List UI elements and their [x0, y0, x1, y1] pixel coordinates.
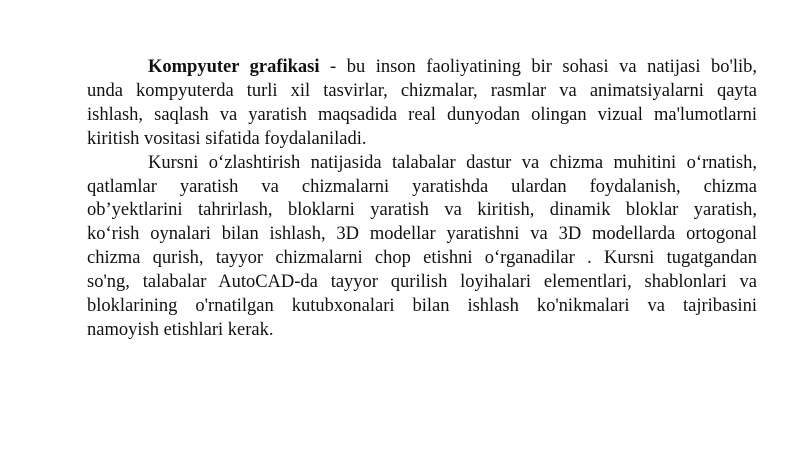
document-body — [87, 56, 757, 343]
paragraph-2-line-2: qatlamlar yaratish va chizmalarni yaratishda ulardan foydalanish, chizma — [87, 176, 757, 197]
paragraph-2-line-7: bloklarining o'rnatilgan kutubxonalari bilan ishlash ko'nikmalari va tajribasini — [87, 296, 757, 317]
paragraph-2-line-8: namoyish etishlari kerak. — [87, 319, 274, 340]
paragraph-1-line-4: kiritish vositasi sifatida foydalaniladi. — [87, 128, 367, 149]
term-heading: Kompyuter grafikasi — [148, 57, 320, 77]
paragraph-1-line-2: unda kompyuterda turli xil tasvirlar, chizmalar, rasmlar va animatsiyalarni qayta — [87, 80, 757, 101]
paragraph-1-line-1-text: - bu inson faoliyatining bir sohasi va natijasi bo'lib, — [319, 57, 757, 77]
paragraph-1-line-1 — [87, 56, 757, 80]
paragraph-2-line-6: so'ng, talabalar AutoCAD-da tayyor qurilish loyihalari elementlari, shablonlari va — [87, 272, 757, 293]
paragraph-2-line-1: Kursni o‘zlashtirish natijasida talabalar dastur va chizma muhitini o‘rnatish, — [148, 152, 757, 173]
paragraph-1-line-3: ishlash, saqlash va yaratish maqsadida real dunyodan olingan vizual ma'lumotlarni — [87, 104, 757, 125]
paragraph-2-line-5: chizma qurish, tayyor chizmalarni chop etishni o‘rganadilar . Kursni tugatgandan — [87, 248, 757, 269]
paragraph-2-line-4: ko‘rish oynalari bilan ishlash, 3D modellar yaratishni va 3D modellarda ortogonal — [87, 224, 757, 245]
paragraph-2-line-3: ob’yektlarini tahrirlash, bloklarni yaratish va kiritish, dinamik bloklar yaratish, — [87, 200, 757, 221]
